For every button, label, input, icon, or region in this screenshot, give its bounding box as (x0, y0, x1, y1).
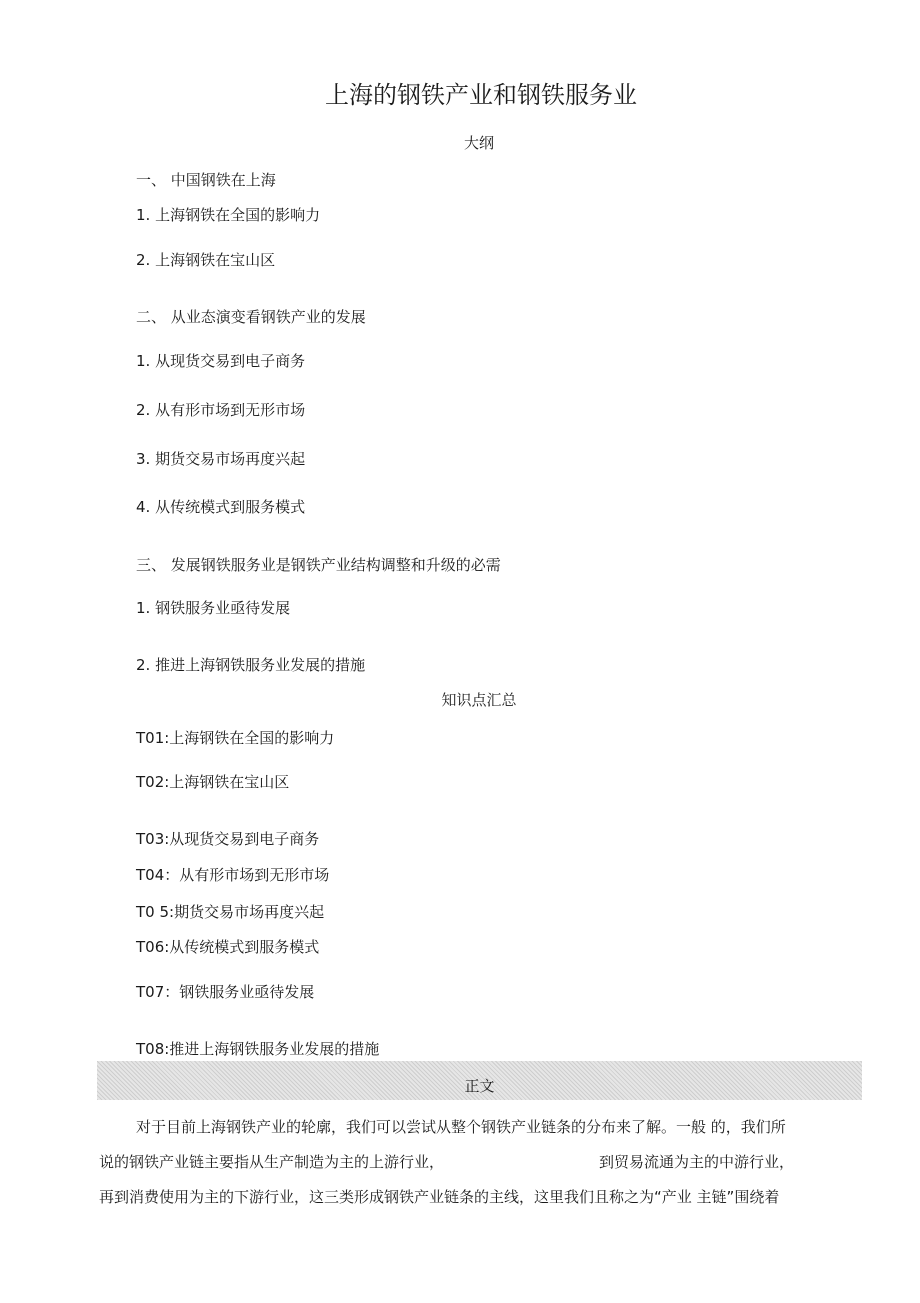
knowledge-heading: 知识点汇总 (441, 691, 517, 709)
outline-item: 1. 从现货交易到电子商务 (136, 352, 306, 370)
outline-section-2: 二、 从业态演变看钢铁产业的发展 (136, 308, 366, 326)
body-paragraph-line: 再到消费使用为主的下游行业，这三类形成钢铁产业链条的主线，这里我们且称之为“产业 主链”围绕着 (99, 1188, 780, 1206)
knowledge-item: T0 5:期货交易市场再度兴起 (136, 903, 325, 921)
knowledge-item: T08:推进上海钢铁服务业发展的措施 (136, 1040, 380, 1058)
body-heading: 正文 (464, 1077, 495, 1095)
knowledge-item: T04：从有形市场到无形市场 (136, 866, 330, 884)
body-paragraph-line: 到贸易流通为主的中游行业， (599, 1153, 795, 1171)
body-paragraph-line: 说的钢铁产业链主要指从生产制造为主的上游行业， (99, 1153, 445, 1171)
outline-item: 1. 钢铁服务业亟待发展 (136, 599, 291, 617)
outline-item: 4. 从传统模式到服务模式 (136, 498, 306, 516)
knowledge-item: T07：钢铁服务业亟待发展 (136, 983, 315, 1001)
outline-section-1: 一、 中国钢铁在上海 (136, 171, 276, 189)
knowledge-item: T06:从传统模式到服务模式 (136, 938, 320, 956)
knowledge-item: T03:从现货交易到电子商务 (136, 830, 320, 848)
knowledge-item: T02:上海钢铁在宝山区 (136, 773, 290, 791)
outline-item: 3. 期货交易市场再度兴起 (136, 450, 306, 468)
outline-heading: 大纲 (463, 134, 494, 152)
knowledge-item: T01:上海钢铁在全国的影响力 (136, 729, 335, 747)
page-title: 上海的钢铁产业和钢铁服务业 (325, 81, 637, 109)
outline-item: 2. 上海钢铁在宝山区 (136, 251, 276, 269)
outline-item: 2. 从有形市场到无形市场 (136, 401, 306, 419)
body-paragraph-line: 对于目前上海钢铁产业的轮廓，我们可以尝试从整个钢铁产业链条的分布来了解。一般 的，我们所 (136, 1118, 786, 1136)
outline-section-3: 三、 发展钢铁服务业是钢铁产业结构调整和升级的必需 (136, 556, 501, 574)
outline-item: 2. 推进上海钢铁服务业发展的措施 (136, 656, 366, 674)
outline-item: 1. 上海钢铁在全国的影响力 (136, 206, 321, 224)
body-heading-band (97, 1061, 862, 1100)
